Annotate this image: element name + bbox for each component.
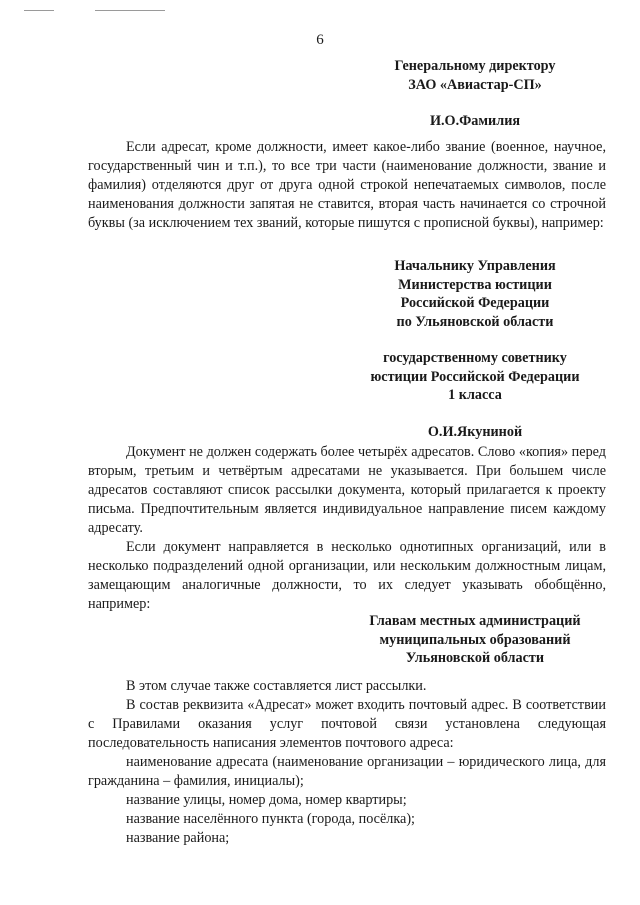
paragraph: Документ не должен содержать более четырёх адресатов. Слово «копия» перед вторым, третьим и четвёртым адресатами не указывается. При большем числе адресатов составляют список рассылки документа, который прилагается к проекту письма. Предпочтительным является индивидуальное направление писем каждому адресату. bbox=[88, 444, 606, 536]
addressee-block-1 bbox=[340, 57, 610, 131]
addressee-block-3 bbox=[340, 612, 610, 668]
paragraph: В состав реквизита «Адресат» может входить почтовый адрес. В соответствии с Правилами оказания услуг почтовой связи установлена следующая последовательность написания элементов почтового адреса: bbox=[88, 697, 606, 751]
paragraph-block-1 bbox=[88, 138, 606, 233]
addressee-rank: 1 класса bbox=[448, 387, 502, 403]
addressee-line: по Ульяновской области bbox=[396, 313, 554, 330]
addressee-line: Главам местных администраций bbox=[369, 613, 581, 629]
addressee-name: О.И.Якуниной bbox=[427, 423, 523, 440]
addressee-line: ЗАО «Авиастар-СП» bbox=[408, 76, 542, 93]
addressee-line: Ульяновской области bbox=[405, 650, 545, 666]
paragraph: Если адресат, кроме должности, имеет какое-либо звание (военное, научное, государственный чин и т.п.), то все три части (наименование должности, звание и фамилия) отделяются друг от друга одной строкой непечатаемых символов, после наименования должности запятая не ставится, вторая часть начинается со строчной буквы (за исключением тех званий, которые пишутся с прописной буквы), например: bbox=[88, 139, 606, 231]
addressee-rank: государственному советнику bbox=[383, 350, 567, 366]
scan-mark bbox=[24, 10, 54, 11]
page-number: 6 bbox=[316, 32, 324, 48]
paragraph-block-2 bbox=[88, 443, 606, 614]
paragraph: Если документ направляется в несколько однотипных организаций, или в несколько подразделений одной организации, или нескольким должностным лицам, замещающим аналогичные должности, то их следует указывать обобщённо, например: bbox=[88, 539, 606, 612]
list-item: название населённого пункта (города, посёлка); bbox=[126, 811, 415, 827]
addressee-line: Министерства юстиции bbox=[398, 276, 552, 293]
list-item: название улицы, номер дома, номер квартиры; bbox=[126, 792, 407, 808]
paragraph: В этом случае также составляется лист рассылки. bbox=[126, 678, 427, 694]
addressee-block-2 bbox=[340, 257, 610, 441]
addressee-line: Российской Федерации bbox=[400, 295, 550, 311]
addressee-line: муниципальных образований bbox=[379, 631, 571, 648]
scan-mark bbox=[95, 10, 165, 11]
list-item: название района; bbox=[126, 830, 230, 846]
list-item: наименование адресата (наименование организации – юридического лица, для гражданина – фамилия, инициалы); bbox=[88, 754, 606, 789]
addressee-line: Генеральному директору bbox=[394, 58, 556, 74]
addressee-rank: юстиции Российской Федерации bbox=[370, 368, 580, 385]
paragraph-block-3 bbox=[88, 677, 606, 848]
addressee-line: Начальнику Управления bbox=[394, 258, 556, 274]
addressee-name: И.О.Фамилия bbox=[429, 113, 521, 129]
